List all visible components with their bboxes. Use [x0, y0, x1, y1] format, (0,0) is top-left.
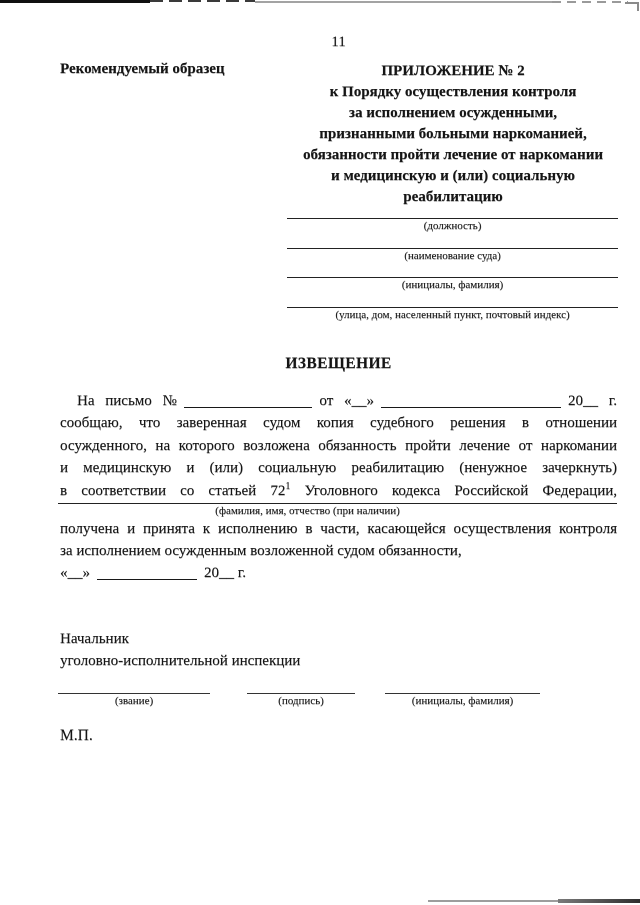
sample-label: Рекомендуемый образец — [60, 61, 225, 77]
field-caption: (фамилия, имя, отчество (при наличии) — [215, 505, 400, 518]
field-caption: (инициалы, фамилия) — [411, 695, 514, 707]
scan-artifact-top-right-corner — [625, 2, 639, 11]
notice-title: ИЗВЕЩЕНИЕ — [285, 355, 392, 372]
signature-field-rank — [58, 679, 210, 708]
signatory-title — [60, 629, 300, 672]
fill-in-line — [287, 263, 618, 278]
form-field-court-name — [287, 234, 618, 264]
scan-artifact-top-dashes — [150, 0, 255, 2]
field-caption: (подпись) — [278, 695, 324, 707]
appendix-line: реабилитацию — [403, 189, 503, 205]
article-text: в соответствии со статьей 72 — [60, 482, 286, 499]
scan-artifact-bottom-line — [428, 900, 558, 902]
appendix-line: признанными больными наркоманией, — [319, 126, 587, 142]
form-field-position — [287, 204, 618, 234]
appendix-line: ПРИЛОЖЕНИЕ № 2 — [381, 63, 525, 79]
appendix-line: за исполнением осужденными, — [348, 105, 558, 121]
paragraph-line: сообщаю, что заверенная судом копия судебного решения в отношении — [60, 415, 617, 432]
notice-body — [60, 390, 617, 585]
fill-in-line — [184, 407, 313, 408]
paragraph-line-article — [60, 480, 617, 502]
letter-number-label: На письмо № — [77, 393, 177, 409]
addressee-fields — [287, 204, 618, 322]
article-text-tail: Уголовного кодекса Российской Федерации, — [304, 482, 618, 499]
paragraph-line: и медицинскую и (или) социальную реабилитацию (ненужное зачеркнуть) — [60, 460, 617, 477]
signatory-title-line: Начальник — [60, 631, 129, 647]
date-quote-label: «__» — [60, 565, 90, 582]
fill-in-line — [287, 234, 618, 249]
full-name-field — [60, 502, 617, 518]
scan-artifact-top-left — [0, 0, 150, 3]
letter-date-label: от «__» — [319, 393, 375, 409]
field-caption: (должность) — [423, 220, 482, 232]
date-year-label: 20__ г. — [204, 565, 246, 582]
form-field-initials-surname — [287, 263, 618, 293]
field-caption: (инициалы, фамилия) — [401, 279, 504, 291]
form-field-address — [287, 293, 618, 323]
scan-artifact-top-right-dashes — [552, 1, 628, 3]
field-caption: (наименование суда) — [404, 249, 501, 262]
paragraph-line: осужденного, на которого возложена обязанность пройти лечение от наркомании — [60, 437, 617, 454]
stamp-mark: М.П. — [60, 727, 93, 744]
page-number: 11 — [331, 34, 346, 50]
appendix-line: к Порядку осуществления контроля — [329, 84, 577, 100]
scan-artifact-bottom-right — [558, 899, 640, 903]
letter-year-label: 20__ г. — [568, 393, 617, 409]
field-caption: (звание) — [114, 695, 154, 707]
signatory-title-line: уголовно-исполнительной инспекции — [60, 652, 301, 669]
field-caption: (улица, дом, населенный пункт, почтовый индекс) — [335, 308, 570, 321]
signature-row — [58, 679, 540, 708]
fill-in-line — [58, 679, 210, 694]
paragraph-line: получена и принята к исполнению в части, касающейся осуществления контроля — [60, 520, 617, 537]
fill-in-line — [247, 679, 355, 694]
paragraph-line: за исполнением осужденным возложенной судом обязанности, — [60, 543, 462, 560]
signature-field-initials — [385, 679, 540, 708]
fill-in-line — [385, 679, 540, 694]
appendix-heading — [288, 61, 618, 208]
fill-in-line — [97, 579, 197, 580]
signature-field-signature — [247, 679, 355, 708]
fill-in-line — [287, 293, 618, 308]
appendix-line: обязанности пройти лечение от наркомании — [303, 147, 603, 163]
fill-in-line — [287, 204, 618, 219]
date-line — [60, 562, 617, 584]
fill-in-line — [381, 407, 561, 408]
scan-artifact-top-line — [255, 1, 555, 3]
article-superscript: 1 — [285, 480, 291, 492]
paragraph-line-with-blanks — [60, 390, 617, 412]
appendix-line: и медицинскую и (или) социальную — [331, 168, 575, 184]
